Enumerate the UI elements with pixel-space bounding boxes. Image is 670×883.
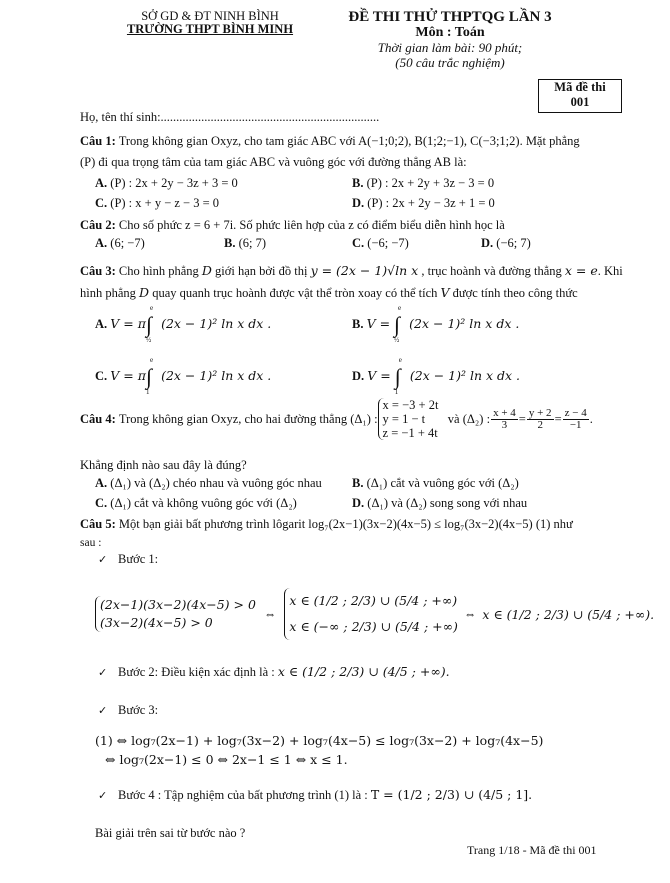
question-2 bbox=[80, 218, 505, 233]
step-1 bbox=[98, 552, 158, 567]
denominator: 2 bbox=[537, 418, 543, 431]
header-left bbox=[60, 10, 360, 36]
integral-sign: ∫ e 1 bbox=[394, 356, 402, 396]
option-key: A. bbox=[95, 176, 108, 190]
step-3 bbox=[98, 703, 158, 718]
lower-limit: ½ bbox=[394, 336, 400, 344]
question-text: hình phẳng bbox=[80, 286, 140, 300]
option-1a[interactable] bbox=[95, 176, 238, 191]
equivalence-symbol: ⇔ bbox=[263, 606, 277, 621]
option-key: C. bbox=[95, 496, 108, 510]
option-key: D. bbox=[352, 496, 365, 510]
exam-duration: Thời gian làm bài: 90 phút; bbox=[377, 40, 523, 55]
step-value: x ∈ (1/2 ; 2/3) ∪ (4/5 ; +∞). bbox=[277, 664, 450, 679]
question-label: Câu 2: bbox=[80, 218, 116, 232]
lower-limit: ½ bbox=[145, 336, 152, 344]
system-row: x ∈ (1/2 ; 2/3) ∪ (5/4 ; +∞) bbox=[289, 593, 458, 608]
upper-limit: e bbox=[398, 356, 402, 364]
question-text: quay quanh trục hoành được vật thể tròn xoay có thể tích bbox=[149, 286, 441, 300]
step-1-intermediate bbox=[284, 588, 458, 640]
option-key: C. bbox=[352, 236, 365, 250]
question-text: . Khi bbox=[597, 264, 623, 278]
step-label: Bước 1: bbox=[118, 552, 159, 566]
option-text: (6; −7) bbox=[110, 236, 145, 250]
exam-title: ĐỀ THI THỬ THPTQG LẦN 3 bbox=[348, 9, 552, 25]
option-1c[interactable] bbox=[95, 196, 219, 211]
option-text: (Δ₁) cắt và vuông góc với (Δ₂) bbox=[366, 476, 519, 490]
question-text: giới hạn bởi đồ thị bbox=[211, 264, 311, 278]
exam-code-label: Mã đề thi bbox=[554, 80, 606, 94]
question-3-text-2 bbox=[80, 285, 578, 301]
question-3 bbox=[80, 263, 623, 279]
numerator: x + 4 bbox=[493, 406, 516, 419]
department-name: SỞ GD & ĐT NINH BÌNH bbox=[141, 9, 279, 23]
region-symbol: D bbox=[201, 263, 212, 278]
option-key: B. bbox=[352, 316, 364, 331]
question-text: Trong không gian Oxyz, cho hai đường thẳng bbox=[118, 411, 348, 426]
question-1-text-2: (P) đi qua trọng tâm của tam giác ABC và vuông góc với đường thẳng AB là: bbox=[80, 155, 467, 169]
option-4a[interactable] bbox=[95, 476, 322, 491]
option-text: (Δ₁) cắt và không vuông góc với (Δ₂) bbox=[110, 496, 297, 510]
option-1b[interactable] bbox=[352, 176, 494, 191]
check-icon: ✓ bbox=[98, 554, 108, 566]
and-word: và bbox=[447, 411, 460, 426]
option-key: A. bbox=[95, 236, 108, 250]
option-2d[interactable] bbox=[481, 236, 531, 251]
system-row: x ∈ (−∞ ; 2/3) ∪ (5/4 ; +∞) bbox=[289, 619, 458, 634]
option-key: B. bbox=[352, 176, 364, 190]
fraction bbox=[527, 408, 554, 431]
closing-question: Bài giải trên sai từ bước nào ? bbox=[95, 826, 246, 840]
option-4c[interactable] bbox=[95, 496, 297, 511]
option-2b[interactable] bbox=[224, 236, 266, 251]
line-equation: x = e bbox=[564, 263, 598, 278]
exam-code-value: 001 bbox=[570, 95, 590, 109]
option-text: (Δ₁) và (Δ₂) chéo nhau và vuông góc nhau bbox=[110, 476, 322, 490]
option-3c[interactable] bbox=[95, 356, 272, 396]
question-text: Cho hình phẳng bbox=[118, 264, 202, 278]
volume-symbol: V bbox=[440, 285, 450, 300]
option-prefix: V = π bbox=[110, 367, 146, 383]
check-icon: ✓ bbox=[98, 790, 108, 802]
upper-limit: e bbox=[398, 304, 402, 312]
equivalence-symbol: ⇔ bbox=[463, 606, 477, 621]
numerator: y + 2 bbox=[528, 406, 552, 419]
system-row: x = −3 + 2t bbox=[382, 398, 439, 412]
student-name-field[interactable]: Họ, tên thí sinh:...................................................................... bbox=[80, 110, 380, 124]
check-icon: ✓ bbox=[98, 705, 108, 717]
lower-limit: 1 bbox=[394, 388, 399, 396]
numerator: z − 4 bbox=[564, 406, 587, 419]
system-row: z = −1 + 4t bbox=[382, 426, 438, 440]
option-text: (Δ₁) và (Δ₂) song song với nhau bbox=[367, 496, 528, 510]
option-text: (P) : x + y − z − 3 = 0 bbox=[110, 196, 220, 210]
step-3-line-2: ⇔ log₇(2x−1) ≤ 0 ⇔ 2x−1 ≤ 1 ⇔ x ≤ 1. bbox=[105, 752, 348, 767]
delta1-label: (Δ₁) : bbox=[350, 411, 378, 426]
denominator: 3 bbox=[501, 418, 508, 431]
line-1-system bbox=[378, 398, 439, 440]
option-text: (−6; 7) bbox=[496, 236, 531, 250]
option-prefix: V = bbox=[367, 367, 395, 383]
school-name: TRƯỜNG THPT BÌNH MINH bbox=[126, 22, 294, 36]
option-2a[interactable] bbox=[95, 236, 145, 251]
question-label: Câu 3: bbox=[80, 264, 116, 278]
page-footer: Trang 1/18 - Mã đề thi 001 bbox=[467, 843, 597, 857]
option-key: D. bbox=[352, 368, 365, 383]
denominator: −1 bbox=[569, 418, 582, 431]
question-count: (50 câu trắc nghiệm) bbox=[395, 55, 505, 70]
integral-sign: ∫ e ½ bbox=[145, 304, 154, 344]
option-key: B. bbox=[224, 236, 236, 250]
question-5-text-2: sau : bbox=[80, 537, 102, 549]
question-text: Một bạn giải bất phương trình lôgarit log₇(2x−1)(3x−2)(4x−5) ≤ log₇(3x−2)(4x−5) (1) như bbox=[118, 517, 573, 531]
option-key: C. bbox=[95, 368, 108, 383]
option-1d[interactable] bbox=[352, 196, 495, 211]
question-text: Cho số phức z = 6 + 7i. Số phức liên hợp của z có điểm biểu diễn hình học là bbox=[118, 218, 505, 232]
question-text: được tính theo công thức bbox=[449, 286, 578, 300]
question-4-prompt: Khẳng định nào sau đây là đúng? bbox=[80, 458, 247, 472]
step-1-derivation bbox=[95, 588, 654, 640]
step-1-system bbox=[95, 596, 256, 632]
option-3a[interactable] bbox=[95, 304, 272, 344]
upper-limit: e bbox=[149, 356, 154, 364]
integrand: (2x − 1)² ln x dx . bbox=[161, 315, 272, 331]
step-1-result: x ∈ (1/2 ; 2/3) ∪ (5/4 ; +∞). bbox=[482, 606, 655, 622]
question-5 bbox=[80, 517, 573, 532]
option-text: (P) : 2x + 2y − 3z + 1 = 0 bbox=[367, 196, 495, 210]
integrand: (2x − 1)² ln x dx . bbox=[161, 367, 272, 383]
upper-limit: e bbox=[149, 304, 154, 312]
option-prefix: V = bbox=[366, 315, 395, 331]
header-right bbox=[330, 10, 570, 70]
option-prefix: V = π bbox=[110, 315, 146, 331]
step-label: Bước 3: bbox=[118, 703, 159, 717]
region-symbol: D bbox=[139, 285, 150, 300]
subject: Môn : Toán bbox=[415, 25, 485, 40]
option-3d[interactable] bbox=[352, 356, 521, 396]
fraction bbox=[491, 408, 518, 431]
option-key: C. bbox=[95, 196, 108, 210]
graph-equation: y = (2x − 1)√ln x bbox=[310, 263, 419, 278]
option-4b[interactable] bbox=[352, 476, 519, 491]
integrand: (2x − 1)² ln x dx . bbox=[409, 367, 521, 383]
integral-sign: ∫ e ½ bbox=[394, 304, 402, 344]
option-text: (P) : 2x + 2y + 3z − 3 = 0 bbox=[366, 176, 495, 190]
question-label: Câu 4: bbox=[80, 411, 116, 426]
fraction bbox=[563, 408, 589, 431]
question-text: , trục hoành và đường thẳng bbox=[418, 264, 565, 278]
exam-code-box bbox=[538, 79, 622, 113]
step-4 bbox=[98, 787, 532, 803]
option-key: B. bbox=[352, 476, 364, 490]
question-text: Trong không gian Oxyz, cho tam giác ABC với A(−1;0;2), B(1;2;−1), C(−3;1;2). Mặt phẳng bbox=[118, 134, 580, 148]
lower-limit: 1 bbox=[145, 388, 150, 396]
option-text: (6; 7) bbox=[238, 236, 267, 250]
question-label: Câu 1: bbox=[80, 134, 116, 148]
delta2-label: (Δ₂) : bbox=[462, 411, 491, 426]
option-3b[interactable] bbox=[352, 304, 520, 344]
step-label: Bước 4 : Tập nghiệm của bất phương trình (1) là : bbox=[118, 788, 368, 802]
question-1 bbox=[80, 134, 580, 149]
option-key: D. bbox=[481, 236, 494, 250]
option-key: A. bbox=[95, 476, 108, 490]
option-text: (−6; −7) bbox=[367, 236, 409, 250]
step-2 bbox=[98, 664, 450, 680]
option-2c[interactable] bbox=[352, 236, 409, 251]
integrand: (2x − 1)² ln x dx . bbox=[409, 315, 520, 331]
option-text: (P) : 2x + 2y − 3z + 3 = 0 bbox=[110, 176, 238, 190]
system-row: (3x−2)(4x−5) > 0 bbox=[100, 615, 213, 630]
step-3-line-1: (1) ⇔ log₇(2x−1) + log₇(3x−2) + log₇(4x−5) ≤ log₇(3x−2) + log₇(4x−5) bbox=[95, 733, 544, 748]
option-4d[interactable] bbox=[352, 496, 527, 511]
question-4: Câu 4: Trong không gian Oxyz, cho hai đường thẳng (Δ₁) : x = −3 + 2t y = 1 − t z = −1 + 4t và (Δ₂) : $\frac{x + 4}{3}$ = $\frac{y + 2}{2}$ = $\frac{z - 4}{-1}$ . bbox=[80, 398, 593, 440]
step-label: Bước 2: Điều kiện xác định là : bbox=[118, 665, 275, 679]
step-value: T = (1/2 ; 2/3) ∪ (4/5 ; 1]. bbox=[370, 787, 533, 802]
system-row: y = 1 − t bbox=[382, 412, 426, 426]
option-key: D. bbox=[352, 196, 365, 210]
integral-sign: ∫ e 1 bbox=[145, 356, 154, 396]
question-label: Câu 5: bbox=[80, 517, 116, 531]
check-icon: ✓ bbox=[98, 667, 108, 679]
option-key: A. bbox=[95, 316, 108, 331]
system-row: (2x−1)(3x−2)(4x−5) > 0 bbox=[100, 597, 256, 612]
